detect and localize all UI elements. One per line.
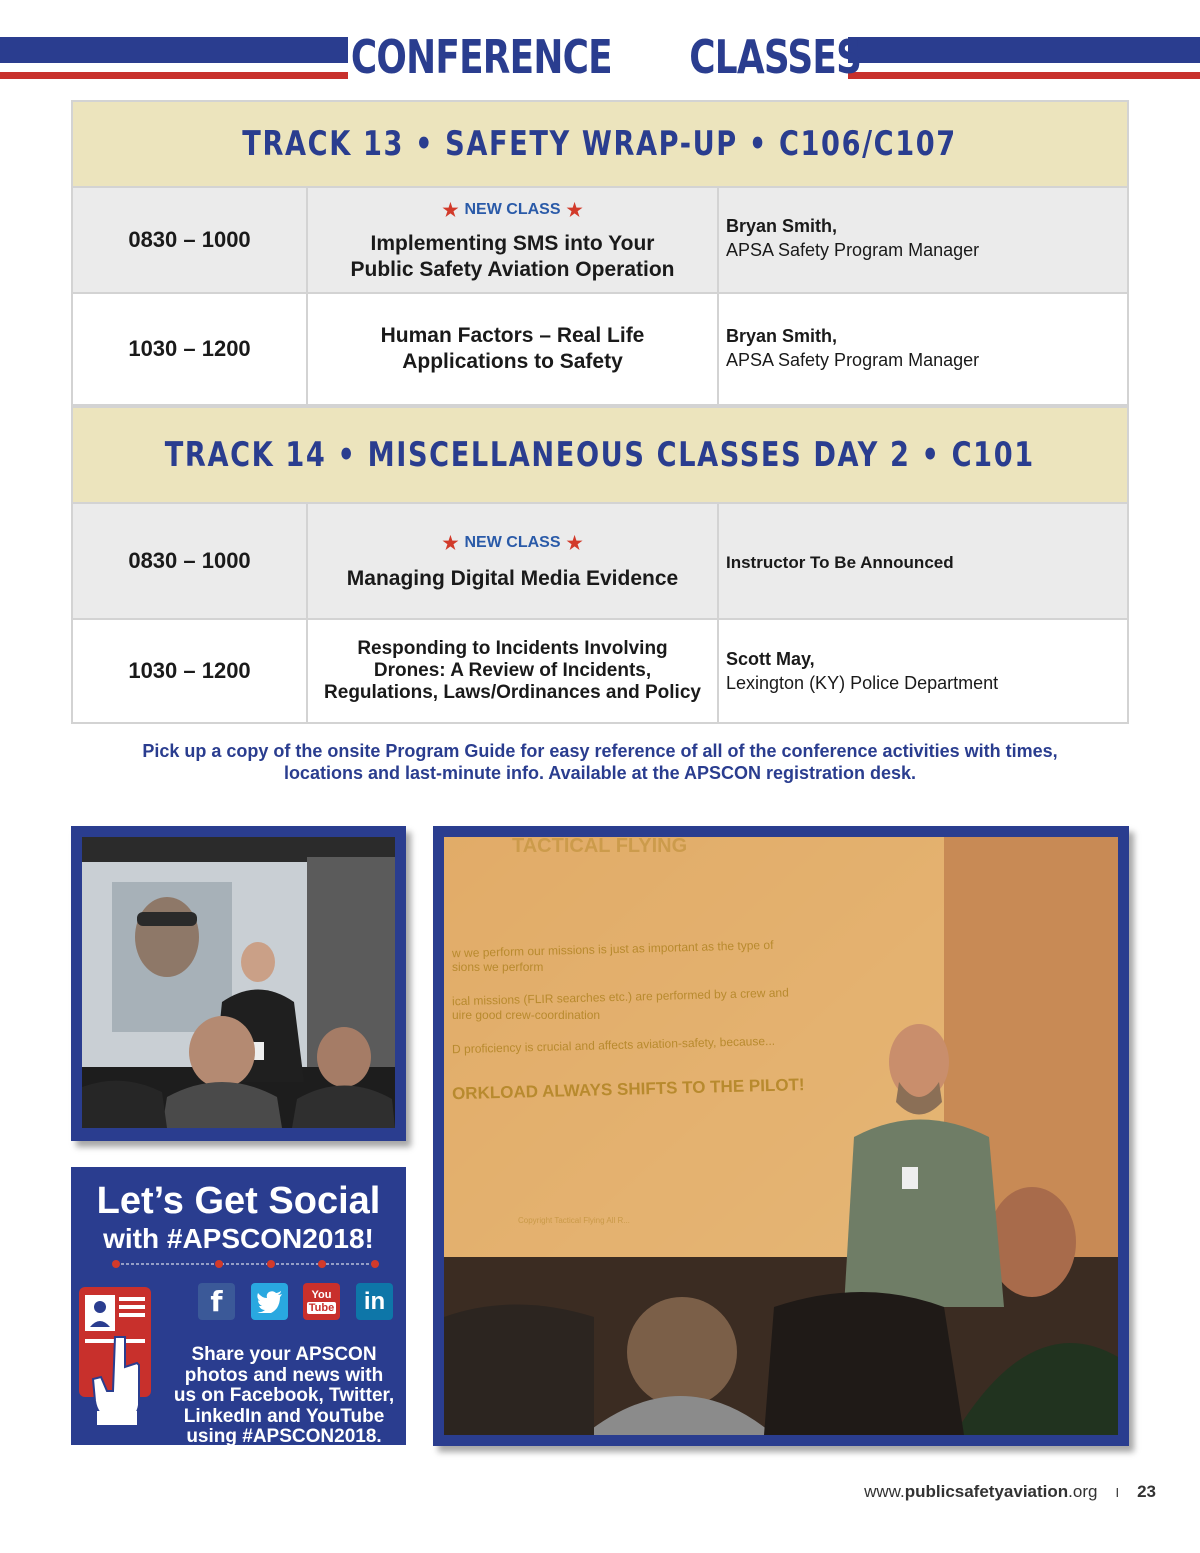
social-title: Let’s Get Social <box>96 1180 381 1222</box>
table-row <box>73 504 1127 620</box>
session-title-line: Implementing SMS into Your <box>370 232 655 255</box>
instructor-name: Bryan Smith, <box>726 326 838 346</box>
star-icon: ★ <box>566 533 583 553</box>
social-text <box>169 1345 399 1448</box>
schedule-table <box>71 100 1129 724</box>
social-text-line: using #APSCON2018. <box>186 1426 382 1447</box>
session-title-line: Drones: A Review of Incidents, <box>373 660 652 681</box>
slide-line: ORKLOAD ALWAYS SHIFTS TO THE PILOT! <box>451 1075 805 1104</box>
website-link[interactable]: www.publicsafetyaviation.org <box>864 1482 1098 1501</box>
track-14-header <box>73 406 1127 504</box>
track-13-title: TRACK 13 • SAFETY WRAP-UP • C106/C107 <box>242 124 958 164</box>
session-title-line: Human Factors – Real Life <box>380 324 645 347</box>
instructor-name: Scott May, <box>726 649 815 669</box>
instructor-role: APSA Safety Program Manager <box>726 350 980 370</box>
session-time: 1030 – 1200 <box>73 620 308 722</box>
title-word-right: CLASSES <box>689 30 862 84</box>
social-promo-box <box>71 1167 406 1445</box>
header-stripe-right-red <box>848 72 1200 79</box>
header-stripe-left-blue <box>0 37 348 63</box>
youtube-icon[interactable]: You Tube <box>303 1283 340 1320</box>
session-title <box>308 504 719 618</box>
program-guide-note <box>100 740 1100 784</box>
page-footer <box>864 1482 1156 1502</box>
session-instructor <box>719 294 1127 404</box>
facebook-icon[interactable]: f <box>198 1283 235 1320</box>
page-number: 23 <box>1137 1482 1156 1501</box>
header-stripe-right-blue <box>848 37 1200 63</box>
speaker-photo-illustration <box>82 837 395 1128</box>
social-card-illustration <box>79 1287 157 1427</box>
slide-line: w we perform our missions is just as important as the type of <box>451 937 774 961</box>
table-row <box>73 294 1127 406</box>
session-title <box>308 620 719 722</box>
slide-footer: Copyright Tactical Flying All R... <box>518 1216 630 1225</box>
social-text-line: LinkedIn and YouTube <box>183 1405 385 1427</box>
social-text-line: photos and news with <box>184 1364 384 1386</box>
session-instructor <box>719 504 1127 618</box>
twitter-bird-icon <box>257 1291 283 1313</box>
header-stripe-left-red <box>0 72 348 79</box>
session-instructor <box>719 188 1127 292</box>
footer-separator: I <box>1115 1484 1120 1500</box>
instructor-role: Lexington (KY) Police Department <box>726 673 999 693</box>
session-title-line: Managing Digital Media Evidence <box>346 567 679 590</box>
table-row <box>73 188 1127 294</box>
page-title <box>351 22 862 92</box>
slide-line: D proficiency is crucial and affects aviation-safety, because... <box>451 1033 776 1057</box>
note-line: locations and last-minute info. Available at the APSCON registration desk. <box>283 763 917 783</box>
social-connector-line <box>111 1259 401 1283</box>
session-time: 0830 – 1000 <box>73 188 308 292</box>
session-title-line: Applications to Safety <box>402 350 623 373</box>
photo-frame-left <box>71 826 406 1141</box>
social-text-line: Share your APSCON <box>191 1344 377 1365</box>
session-title-line: Regulations, Laws/Ordinances and Policy <box>324 682 701 703</box>
new-class-badge <box>442 530 582 556</box>
instructor-role: APSA Safety Program Manager <box>726 240 980 260</box>
session-title-line: Public Safety Aviation Operation <box>350 258 675 281</box>
slide-heading: TACTICAL FLYING <box>512 837 688 857</box>
star-icon: ★ <box>442 533 459 553</box>
new-class-badge <box>442 197 582 223</box>
slide-line: ical missions (FLIR searches etc.) are performed by a crew and <box>451 985 789 1009</box>
slide-text <box>452 837 932 1225</box>
session-title-line: Responding to Incidents Involving <box>357 638 668 659</box>
instructor-name: Instructor To Be Announced <box>726 553 954 572</box>
table-row <box>73 620 1127 722</box>
track-14-title: TRACK 14 • MISCELLANEOUS CLASSES DAY 2 • C101 <box>165 435 1036 475</box>
instructor-photo <box>444 837 1118 1435</box>
session-time: 1030 – 1200 <box>73 294 308 404</box>
instructor-name: Bryan Smith, <box>726 216 838 236</box>
session-time: 0830 – 1000 <box>73 504 308 618</box>
twitter-icon[interactable] <box>251 1283 288 1320</box>
track-13-header <box>73 102 1127 188</box>
slide-line: uire good crew-coordination <box>452 1008 601 1022</box>
new-class-label: NEW CLASS <box>464 201 561 218</box>
session-title <box>308 294 719 404</box>
slide-line: sions we perform <box>452 960 544 974</box>
star-icon: ★ <box>566 200 583 220</box>
speaker-photo <box>82 837 395 1128</box>
hand-tap-icon <box>79 1287 157 1427</box>
linkedin-icon[interactable]: in <box>356 1283 393 1320</box>
page-header <box>0 0 1200 95</box>
note-line: Pick up a copy of the onsite Program Guide for easy reference of all of the conference activities with times, <box>142 741 1058 761</box>
new-class-label: NEW CLASS <box>464 534 561 551</box>
title-word-left: CONFERENCE <box>351 30 613 84</box>
star-icon: ★ <box>442 200 459 220</box>
session-instructor <box>719 620 1127 722</box>
social-text-line: us on Facebook, Twitter, <box>173 1385 395 1406</box>
session-title <box>308 188 719 292</box>
social-subtitle: with #APSCON2018! <box>103 1223 374 1254</box>
photo-frame-right <box>433 826 1129 1446</box>
